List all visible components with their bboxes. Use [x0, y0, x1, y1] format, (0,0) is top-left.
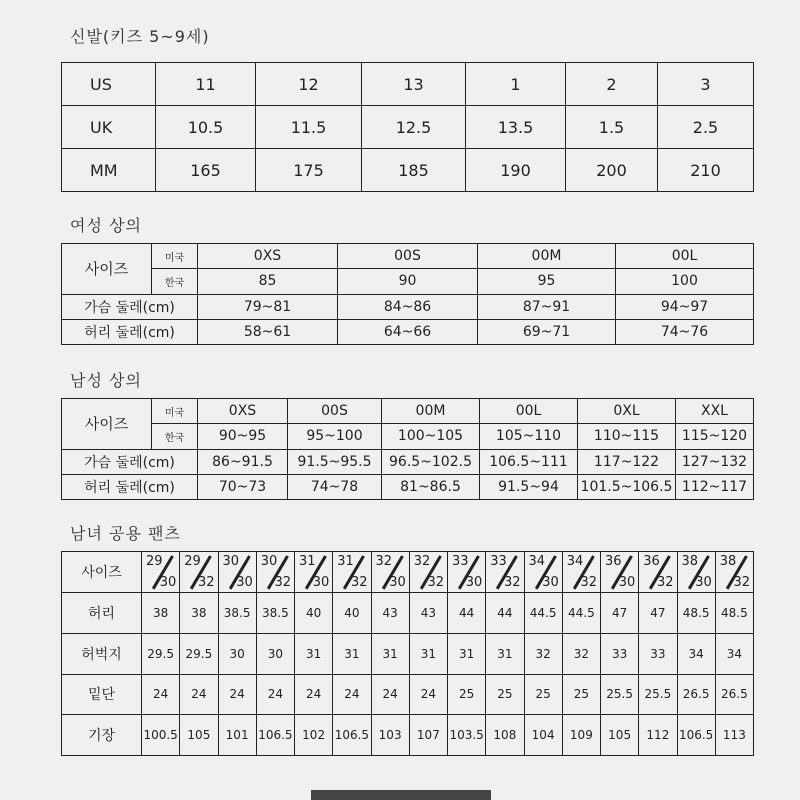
row-label: 밑단	[62, 674, 142, 715]
table-cell: 25	[448, 674, 486, 715]
table-cell: 44	[448, 593, 486, 634]
us-size-cell: 0XS	[198, 244, 338, 269]
table-cell: 31	[371, 633, 409, 674]
table-cell: 40	[295, 593, 333, 634]
kr-size-cell: 95	[478, 269, 616, 294]
table-cell: 47	[601, 593, 639, 634]
table-cell: 30	[218, 633, 256, 674]
length-size: 32	[733, 575, 750, 590]
us-size-cell: 00L	[480, 399, 578, 424]
table-cell: 210	[658, 149, 754, 192]
pants-size-cell	[180, 552, 218, 593]
table-row	[62, 715, 754, 756]
waist-cell: 74~78	[288, 474, 382, 499]
waist-size: 29	[146, 554, 163, 569]
us-size-cell: 0XS	[198, 399, 288, 424]
us-size-cell: 00S	[288, 399, 382, 424]
waist-size: 29	[184, 554, 201, 569]
length-size: 32	[427, 575, 444, 590]
table-cell: 24	[371, 674, 409, 715]
table-cell: 11	[156, 63, 256, 106]
chest-cell: 87~91	[478, 294, 616, 319]
table-row	[62, 474, 754, 499]
table-cell: 113	[715, 715, 753, 756]
waist-cell: 64~66	[338, 319, 478, 344]
table-cell: 24	[180, 674, 218, 715]
length-size: 30	[695, 575, 712, 590]
pants-size-cell	[333, 552, 371, 593]
us-size-cell: 0XL	[578, 399, 676, 424]
table-cell: 112	[639, 715, 677, 756]
waist-size: 38	[681, 554, 699, 569]
table-cell: 1	[466, 63, 566, 106]
pants-size-cell	[486, 552, 524, 593]
us-size-cell: 00S	[338, 244, 478, 269]
table-cell: 25	[562, 674, 600, 715]
table-row	[62, 294, 754, 319]
pants-size-cell	[562, 552, 600, 593]
table-cell: 44.5	[524, 593, 562, 634]
table-row	[62, 244, 754, 269]
table-cell: 165	[156, 149, 256, 192]
table-cell: 25.5	[639, 674, 677, 715]
men-tops-table	[61, 398, 754, 500]
table-cell: 25	[524, 674, 562, 715]
us-size-cell: 00M	[478, 244, 616, 269]
us-label: 미국	[152, 399, 198, 424]
table-cell: 38	[180, 593, 218, 634]
length-size: 32	[350, 575, 368, 590]
row-label: 기장	[62, 715, 142, 756]
table-cell: 12.5	[362, 106, 466, 149]
table-cell: 38	[142, 593, 180, 634]
table-cell: 43	[409, 593, 447, 634]
waist-size: 36	[643, 554, 660, 569]
pants-size-cell	[677, 552, 715, 593]
us-size-cell: 00M	[382, 399, 480, 424]
chest-cell: 117~122	[578, 449, 676, 474]
table-cell: 108	[486, 715, 524, 756]
waist-size: 30	[222, 554, 240, 569]
size-label: 사이즈	[62, 552, 142, 593]
size-label: 사이즈	[62, 399, 152, 450]
table-row	[62, 449, 754, 474]
chest-label: 가슴 둘레(cm)	[62, 294, 198, 319]
waist-cell: 81~86.5	[382, 474, 480, 499]
bottom-bar	[311, 790, 491, 800]
table-cell: 44	[486, 593, 524, 634]
waist-cell: 101.5~106.5	[578, 474, 676, 499]
pants-table	[61, 551, 754, 756]
length-size: 30	[618, 575, 636, 590]
waist-size: 34	[528, 554, 546, 569]
table-cell: 32	[562, 633, 600, 674]
table-cell: 48.5	[715, 593, 753, 634]
table-row	[62, 399, 754, 424]
table-cell: 31	[448, 633, 486, 674]
table-cell: 38.5	[218, 593, 256, 634]
chest-cell: 91.5~95.5	[288, 449, 382, 474]
table-cell: 106.5	[677, 715, 715, 756]
table-cell: 31	[409, 633, 447, 674]
table-cell: 31	[295, 633, 333, 674]
table-cell: 24	[295, 674, 333, 715]
table-cell: 104	[524, 715, 562, 756]
pants-size-cell	[639, 552, 677, 593]
waist-label: 허리 둘레(cm)	[62, 474, 198, 499]
kr-size-cell: 105~110	[480, 424, 578, 449]
table-cell: 44.5	[562, 593, 600, 634]
chest-cell: 79~81	[198, 294, 338, 319]
table-cell: 107	[409, 715, 447, 756]
table-cell: 101	[218, 715, 256, 756]
pants-size-cell	[142, 552, 180, 593]
pants-size-cell	[256, 552, 294, 593]
table-cell: 29.5	[142, 633, 180, 674]
length-size: 30	[542, 575, 559, 590]
table-row	[62, 593, 754, 634]
table-cell: 190	[466, 149, 566, 192]
pants-size-cell	[715, 552, 753, 593]
waist-cell: 74~76	[616, 319, 754, 344]
row-label: 허리	[62, 593, 142, 634]
chest-cell: 106.5~111	[480, 449, 578, 474]
chest-cell: 84~86	[338, 294, 478, 319]
table-row	[62, 552, 754, 593]
waist-cell: 69~71	[478, 319, 616, 344]
table-cell: 13	[362, 63, 466, 106]
table-cell: 24	[218, 674, 256, 715]
table-cell: 103	[371, 715, 409, 756]
us-size-cell: 00L	[616, 244, 754, 269]
row-label: US	[62, 63, 156, 106]
pants-size-cell	[448, 552, 486, 593]
pants-size-cell	[524, 552, 562, 593]
kr-size-cell: 110~115	[578, 424, 676, 449]
kr-size-cell: 90~95	[198, 424, 288, 449]
waist-size: 38	[719, 554, 737, 569]
chest-label: 가슴 둘레(cm)	[62, 449, 198, 474]
us-size-cell: XXL	[676, 399, 754, 424]
table-cell: 25	[486, 674, 524, 715]
table-cell: 26.5	[715, 674, 753, 715]
table-cell: 103.5	[448, 715, 486, 756]
table-cell: 3	[658, 63, 754, 106]
length-size: 32	[197, 575, 215, 590]
pants-size-cell	[371, 552, 409, 593]
size-label: 사이즈	[62, 244, 152, 295]
kr-size-cell: 85	[198, 269, 338, 294]
table-cell: 11.5	[256, 106, 362, 149]
waist-size: 32	[413, 554, 431, 569]
table-cell: 24	[333, 674, 371, 715]
table-row	[62, 424, 754, 449]
table-cell: 106.5	[333, 715, 371, 756]
women-tops-title: 여성 상의	[70, 216, 142, 235]
table-cell: 105	[601, 715, 639, 756]
length-size: 32	[580, 575, 597, 590]
pants-size-cell	[218, 552, 256, 593]
table-cell: 30	[256, 633, 294, 674]
table-row	[62, 319, 754, 344]
waist-size: 33	[452, 554, 469, 569]
waist-size: 30	[260, 554, 278, 569]
pants-title: 남녀 공용 팬츠	[70, 524, 181, 543]
table-cell: 185	[362, 149, 466, 192]
table-row	[62, 674, 754, 715]
kr-size-cell: 115~120	[676, 424, 754, 449]
row-label: UK	[62, 106, 156, 149]
table-cell: 26.5	[677, 674, 715, 715]
waist-cell: 58~61	[198, 319, 338, 344]
length-size: 30	[389, 575, 406, 590]
length-size: 32	[503, 575, 521, 590]
chest-cell: 127~132	[676, 449, 754, 474]
table-cell: 24	[409, 674, 447, 715]
table-cell: 109	[562, 715, 600, 756]
table-cell: 102	[295, 715, 333, 756]
kids-shoes-title: 신발(키즈 5~9세)	[70, 27, 210, 46]
table-cell: 25.5	[601, 674, 639, 715]
table-cell: 40	[333, 593, 371, 634]
kr-label: 한국	[152, 269, 198, 294]
table-cell: 47	[639, 593, 677, 634]
table-cell: 24	[142, 674, 180, 715]
table-cell: 200	[566, 149, 658, 192]
waist-size: 32	[375, 554, 393, 569]
table-row	[62, 149, 754, 192]
waist-cell: 91.5~94	[480, 474, 578, 499]
women-tops-table	[61, 243, 754, 345]
waist-size: 31	[337, 554, 354, 569]
kr-size-cell: 100~105	[382, 424, 480, 449]
table-cell: 13.5	[466, 106, 566, 149]
table-cell: 38.5	[256, 593, 294, 634]
table-cell: 12	[256, 63, 362, 106]
table-row	[62, 106, 754, 149]
waist-size: 34	[566, 554, 584, 569]
waist-cell: 70~73	[198, 474, 288, 499]
table-cell: 34	[677, 633, 715, 674]
table-cell: 33	[639, 633, 677, 674]
length-size: 30	[465, 575, 483, 590]
pants-size-cell	[295, 552, 333, 593]
chest-cell: 94~97	[616, 294, 754, 319]
kr-size-cell: 100	[616, 269, 754, 294]
pants-size-cell	[601, 552, 639, 593]
table-row	[62, 633, 754, 674]
kids-shoes-table	[61, 62, 754, 192]
length-size: 30	[312, 575, 330, 590]
table-cell: 100.5	[142, 715, 180, 756]
men-tops-title: 남성 상의	[70, 371, 142, 390]
table-cell: 10.5	[156, 106, 256, 149]
waist-size: 31	[299, 554, 316, 569]
waist-label: 허리 둘레(cm)	[62, 319, 198, 344]
table-cell: 1.5	[566, 106, 658, 149]
chest-cell: 86~91.5	[198, 449, 288, 474]
table-cell: 24	[256, 674, 294, 715]
table-cell: 33	[601, 633, 639, 674]
table-cell: 2.5	[658, 106, 754, 149]
us-label: 미국	[152, 244, 198, 269]
table-cell: 2	[566, 63, 658, 106]
table-row	[62, 269, 754, 294]
table-cell: 106.5	[256, 715, 294, 756]
table-cell: 31	[333, 633, 371, 674]
kr-label: 한국	[152, 424, 198, 449]
length-size: 32	[656, 575, 674, 590]
row-label: 허벅지	[62, 633, 142, 674]
length-size: 30	[159, 575, 177, 590]
kr-size-cell: 90	[338, 269, 478, 294]
waist-size: 36	[605, 554, 622, 569]
row-label: MM	[62, 149, 156, 192]
table-cell: 32	[524, 633, 562, 674]
waist-size: 33	[490, 554, 507, 569]
table-cell: 105	[180, 715, 218, 756]
table-row	[62, 63, 754, 106]
table-cell: 29.5	[180, 633, 218, 674]
table-cell: 48.5	[677, 593, 715, 634]
kr-size-cell: 95~100	[288, 424, 382, 449]
table-cell: 34	[715, 633, 753, 674]
table-cell: 31	[486, 633, 524, 674]
waist-cell: 112~117	[676, 474, 754, 499]
length-size: 30	[236, 575, 253, 590]
table-cell: 175	[256, 149, 362, 192]
length-size: 32	[274, 575, 291, 590]
chest-cell: 96.5~102.5	[382, 449, 480, 474]
pants-size-cell	[409, 552, 447, 593]
table-cell: 43	[371, 593, 409, 634]
